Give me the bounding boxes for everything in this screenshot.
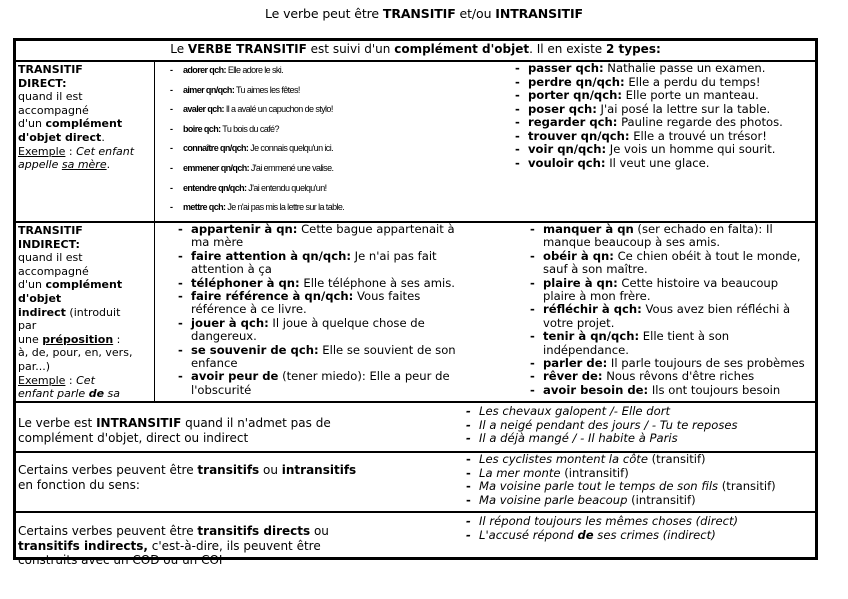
dual-description: Certains verbes peuvent être transitifs directs ou transitifs indirects, c'est-à-dire, ils peuvent être construits avec un COD ou un COI — [18, 524, 329, 567]
both-examples — [462, 453, 814, 511]
list-item: - L'accusé répond de ses crimes (indirect) — [462, 529, 814, 543]
list-item: - manquer à qn (ser echado en falta): Il manque beaucoup à ses amis. — [526, 223, 814, 250]
indirect-verbs-left — [174, 223, 474, 401]
list-item: - plaire à qn: Cette histoire va beaucoup plaire à mon frère. — [526, 277, 814, 304]
list-item: - boire qch: Tu bois du café? — [166, 120, 506, 140]
list-item: - emmener qn/qch: J'ai emmené une valise. — [166, 159, 506, 179]
list-item: - perdre qn/qch: Elle a perdu du temps! — [511, 76, 815, 90]
row-divider — [16, 401, 815, 403]
list-item: - téléphoner à qn: Elle téléphone à ses amis. — [174, 277, 474, 290]
column-divider — [154, 223, 155, 401]
list-item: - poser qch: J'ai posé la lettre sur la table. — [511, 103, 815, 117]
list-item: - Il a neigé pendant des jours / - Tu te reposes — [462, 419, 812, 433]
list-item: - regarder qch: Pauline regarde des photos. — [511, 116, 815, 130]
list-item: - faire attention à qn/qch: Je n'ai pas fait attention à ça — [174, 250, 474, 277]
list-item: - porter qn/qch: Elle porte un manteau. — [511, 89, 815, 103]
both-description: Certains verbes peuvent être transitifs ou intransitifs en fonction du sens: — [18, 463, 357, 492]
list-item: - appartenir à qn: Cette bague appartenait à ma mère — [174, 223, 474, 250]
list-item: - obéir à qn: Ce chien obéit à tout le monde, sauf à son maître. — [526, 250, 814, 277]
column-divider — [154, 62, 155, 221]
list-item: - passer qch: Nathalie passe un examen. — [511, 62, 815, 76]
list-item: - réfléchir à qch: Vous avez bien réfléchi à votre projet. — [526, 303, 814, 330]
list-item: - entendre qn/qch: J'ai entendu quelqu'un! — [166, 179, 506, 199]
list-item: - avaler qch: Il a avalé un capuchon de stylo! — [166, 100, 506, 120]
grammar-table — [13, 38, 818, 567]
list-item: - rêver de: Nous rêvons d'être riches — [526, 370, 814, 383]
list-item: - avoir besoin de: Ils ont toujours besoin — [526, 384, 814, 397]
dual-examples — [462, 515, 814, 545]
list-item: - Les chevaux galopent /- Elle dort — [462, 405, 812, 419]
list-item: - jouer à qch: Il joue à quelque chose de dangereux. — [174, 317, 474, 344]
indirect-verbs-right — [526, 223, 814, 401]
list-item: - Les cyclistes montent la côte (transitif) — [462, 453, 814, 467]
intransitif-examples — [462, 405, 812, 451]
list-item: - aimer qn/qch: Tu aimes les fêtes! — [166, 81, 506, 101]
list-item: - La mer monte (intransitif) — [462, 467, 814, 481]
page-title: Le verbe peut être TRANSITIF et/ou INTRANSITIF — [265, 6, 583, 21]
list-item: - adorer qch: Elle adore le ski. — [166, 61, 506, 81]
list-item: - voir qn/qch: Je vois un homme qui sourit. — [511, 143, 815, 157]
intransitif-description: Le verbe est INTRANSITIF quand il n'admet pas de complément d'objet, direct ou indirect — [18, 416, 331, 445]
direct-label: TRANSITIF DIRECT: quand il est accompagné d'un complément d'objet direct. Exemple : Cet enfant appelle sa mère. — [18, 63, 135, 172]
list-item: - connaître qn/qch: Je connais quelqu'un ici. — [166, 139, 506, 159]
list-item: - Ma voisine parle beacoup (intransitif) — [462, 494, 814, 508]
list-item: - Il a déjà mangé / - Il habite à Paris — [462, 432, 812, 446]
list-item: - trouver qn/qch: Elle a trouvé un trésor! — [511, 130, 815, 144]
row-divider — [16, 511, 815, 513]
list-item: - avoir peur de (tener miedo): Elle a peur de l'obscurité — [174, 370, 474, 397]
table-header: Le VERBE TRANSITIF est suivi d'un complément d'objet. Il en existe 2 types: — [170, 42, 661, 56]
direct-verbs-left — [166, 61, 506, 221]
list-item: - vouloir qch: Il veut une glace. — [511, 157, 815, 171]
list-item: - tenir à qn/qch: Elle tient à son indépendance. — [526, 330, 814, 357]
direct-verbs-right — [511, 62, 815, 220]
indirect-label: TRANSITIF INDIRECT: quand il est accompagné d'un complément d'objet indirect (introduit par une préposition : à, de, pour, en, vers, par...) Exemple : Cet enfant parle de sa — [18, 224, 133, 401]
list-item: - faire référence à qn/qch: Vous faites référence à ce livre. — [174, 290, 474, 317]
list-item: - mettre qch: Je n'ai pas mis la lettre sur la table. — [166, 198, 506, 218]
list-item: - se souvenir de qch: Elle se souvient de son enfance — [174, 344, 474, 371]
list-item: - Il répond toujours les mêmes choses (direct) — [462, 515, 814, 529]
list-item: - parler de: Il parle toujours de ses probèmes — [526, 357, 814, 370]
list-item: - Ma voisine parle tout le temps de son fils (transitif) — [462, 480, 814, 494]
